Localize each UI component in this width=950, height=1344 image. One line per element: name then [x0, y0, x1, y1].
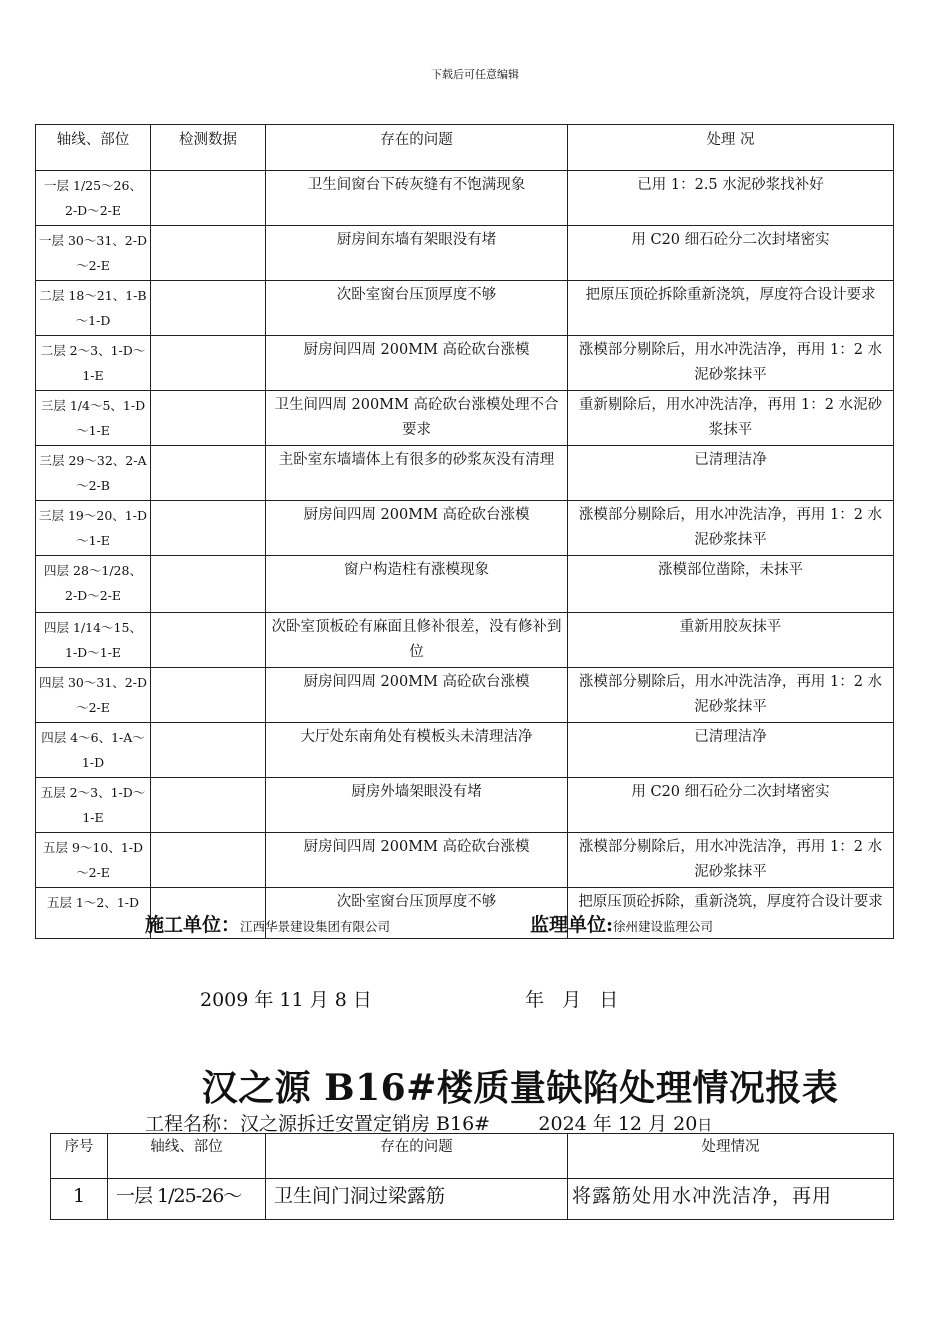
- construction-unit-value: 江西华景建设集团有限公司: [240, 919, 391, 934]
- cell-axis: 三层 29～32、2-A～2-B: [36, 446, 151, 501]
- cell-data: [151, 833, 266, 888]
- table-row: [36, 226, 894, 281]
- project-line: [145, 1109, 712, 1136]
- table-row: [51, 1179, 894, 1220]
- cell-data: [151, 778, 266, 833]
- cell-axis: 一层 30～31、2-D～2-E: [36, 226, 151, 281]
- cell-axis: 四层 28～1/28、2-D～2-E: [36, 556, 151, 613]
- cell-problem: 厨房间四周 200MM 高砼砍台涨模: [266, 336, 568, 391]
- cell-handling: 涨模部位凿除，未抹平: [568, 556, 894, 613]
- cell-handling: 将露筋处用水冲洗洁净，再用: [568, 1179, 894, 1220]
- cell-axis: 三层 1/4～5、1-D～1-E: [36, 391, 151, 446]
- cell-data: [151, 668, 266, 723]
- cell-axis: 三层 19～20、1-D～1-E: [36, 501, 151, 556]
- download-note: 下载后可任意编辑: [431, 68, 519, 81]
- col-header-axis: 轴线、部位: [36, 125, 151, 171]
- cell-data: [151, 613, 266, 668]
- cell-problem: 厨房间四周 200MM 高砼砍台涨模: [266, 833, 568, 888]
- date-supervision: 年 月 日: [525, 989, 619, 1011]
- cell-handling: 涨模部分剔除后，用水冲洗洁净，再用 1：2 水泥砂浆抹平: [568, 668, 894, 723]
- date-construction: 2009 年 11 月 8 日: [200, 989, 372, 1011]
- col-header-axis: 轴线、部位: [108, 1134, 266, 1179]
- cell-handling: 已用 1：2.5 水泥砂浆找补好: [568, 171, 894, 226]
- construction-unit: [145, 910, 390, 937]
- col-header-data: 检测数据: [151, 125, 266, 171]
- cell-handling: 重新用胶灰抹平: [568, 613, 894, 668]
- cell-data: [151, 446, 266, 501]
- cell-handling: 涨模部分剔除后，用水冲洗洁净，再用 1：2 水泥砂浆抹平: [568, 336, 894, 391]
- cell-handling: 用 C20 细石砼分二次封堵密实: [568, 778, 894, 833]
- table-row: [36, 613, 894, 668]
- table-row: [36, 336, 894, 391]
- cell-problem: 厨房间东墙有架眼没有堵: [266, 226, 568, 281]
- report-title: 汉之源 B16#楼质量缺陷处理情况报表: [201, 1067, 839, 1109]
- cell-handling: 涨模部分剔除后，用水冲洗洁净，再用 1：2 水泥砂浆抹平: [568, 501, 894, 556]
- cell-problem: 大厅处东南角处有模板头未清理洁净: [266, 723, 568, 778]
- cell-axis: 四层 1/14～15、1-D～1-E: [36, 613, 151, 668]
- table-row: [36, 556, 894, 613]
- cell-problem: 厨房外墙架眼没有堵: [266, 778, 568, 833]
- cell-data: [151, 391, 266, 446]
- cell-handling: 把原压顶砼拆除重新浇筑，厚度符合设计要求: [568, 281, 894, 336]
- cell-data: [151, 501, 266, 556]
- project-name: 工程名称：汉之源拆迁安置定销房 B16# 2024 年 12 月 20: [145, 1113, 698, 1135]
- cell-axis: 五层 2～3、1-D～1-E: [36, 778, 151, 833]
- cell-problem: 主卧室东墙墙体上有很多的砂浆灰没有清理: [266, 446, 568, 501]
- table-row: [36, 501, 894, 556]
- table-row: [36, 778, 894, 833]
- supervision-unit: [530, 910, 713, 937]
- table-header-row: [51, 1134, 894, 1179]
- report-table: [50, 1133, 894, 1220]
- supervision-unit-label: 监理单位:: [530, 914, 614, 936]
- table-row: [36, 171, 894, 226]
- cell-problem: 厨房间四周 200MM 高砼砍台涨模: [266, 501, 568, 556]
- cell-data: [151, 171, 266, 226]
- col-header-problem: 存在的问题: [266, 1134, 568, 1179]
- cell-problem: 卫生间门洞过梁露筋: [266, 1179, 568, 1220]
- cell-axis: 五层 1～2、1-D: [36, 888, 151, 939]
- table-row: [36, 446, 894, 501]
- cell-axis: 二层 2～3、1-D～1-E: [36, 336, 151, 391]
- cell-axis: 四层 30～31、2-D～2-E: [36, 668, 151, 723]
- col-header-problem: 存在的问题: [266, 125, 568, 171]
- table-row: [36, 391, 894, 446]
- cell-problem: 窗户构造柱有涨模现象: [266, 556, 568, 613]
- col-header-handling: 处理 况: [568, 125, 894, 171]
- cell-handling: 用 C20 细石砼分二次封堵密实: [568, 226, 894, 281]
- supervision-unit-value: 徐州建设监理公司: [613, 919, 714, 934]
- table-row: [36, 281, 894, 336]
- cell-problem: 次卧室窗台压顶厚度不够: [266, 281, 568, 336]
- cell-problem: 次卧室窗台压顶厚度不够: [266, 888, 568, 939]
- cell-axis: 五层 9～10、1-D～2-E: [36, 833, 151, 888]
- cell-axis: 一层 1/25～26、2-D～2-E: [36, 171, 151, 226]
- cell-data: [151, 336, 266, 391]
- col-header-no: 序号: [51, 1134, 108, 1179]
- construction-unit-label: 施工单位：: [145, 914, 241, 936]
- cell-problem: 厨房间四周 200MM 高砼砍台涨模: [266, 668, 568, 723]
- cell-axis: 四层 4～6、1-A～1-D: [36, 723, 151, 778]
- cell-handling: 重新剔除后，用水冲洗洁净，再用 1：2 水泥砂浆抹平: [568, 391, 894, 446]
- project-day: 日: [697, 1116, 713, 1134]
- cell-handling: 已清理洁净: [568, 446, 894, 501]
- col-header-handling: 处理情况: [568, 1134, 894, 1179]
- table-row: [36, 668, 894, 723]
- cell-handling: 已清理洁净: [568, 723, 894, 778]
- table-header-row: [36, 125, 894, 171]
- cell-axis: 一层 1/25-26～: [108, 1179, 266, 1220]
- cell-no: 1: [51, 1179, 108, 1220]
- cell-data: [151, 226, 266, 281]
- cell-handling: 涨模部分剔除后，用水冲洗洁净，再用 1：2 水泥砂浆抹平: [568, 833, 894, 888]
- cell-data: [151, 281, 266, 336]
- table-row: [36, 723, 894, 778]
- defect-table: [35, 124, 894, 939]
- cell-handling: 把原压顶砼拆除，重新浇筑，厚度符合设计要求: [568, 888, 894, 939]
- cell-problem: 卫生间四周 200MM 高砼砍台涨模处理不合要求: [266, 391, 568, 446]
- cell-axis: 二层 18～21、1-B～1-D: [36, 281, 151, 336]
- table-row: [36, 833, 894, 888]
- cell-problem: 卫生间窗台下砖灰缝有不饱满现象: [266, 171, 568, 226]
- cell-problem: 次卧室顶板砼有麻面且修补很差，没有修补到位: [266, 613, 568, 668]
- cell-data: [151, 723, 266, 778]
- cell-data: [151, 556, 266, 613]
